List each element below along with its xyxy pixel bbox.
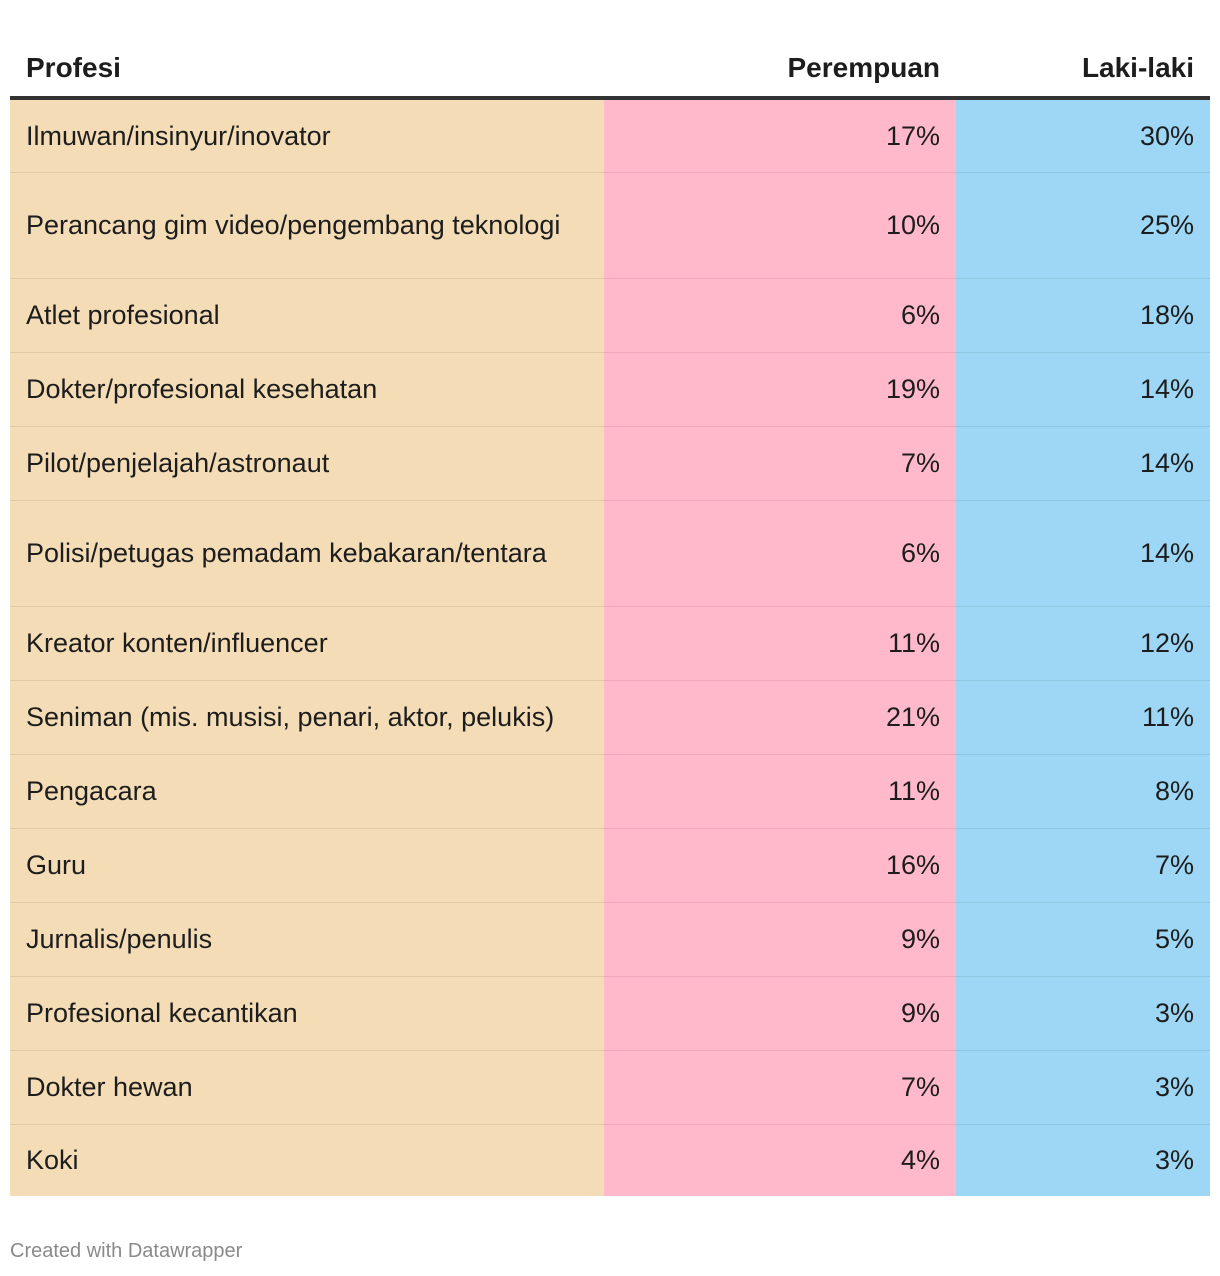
cell-laki-laki: 14% bbox=[956, 426, 1210, 500]
cell-profesi: Dokter/profesional kesehatan bbox=[10, 352, 604, 426]
cell-profesi: Pengacara bbox=[10, 754, 604, 828]
cell-perempuan: 9% bbox=[604, 902, 956, 976]
cell-perempuan: 4% bbox=[604, 1124, 956, 1196]
cell-laki-laki: 14% bbox=[956, 352, 1210, 426]
cell-laki-laki: 14% bbox=[956, 500, 1210, 606]
data-table bbox=[10, 40, 1210, 1196]
cell-laki-laki: 3% bbox=[956, 1124, 1210, 1196]
header-perempuan[interactable]: Perempuan bbox=[604, 40, 956, 98]
cell-laki-laki: 7% bbox=[956, 828, 1210, 902]
table-body bbox=[10, 98, 1210, 1196]
cell-profesi: Ilmuwan/insinyur/inovator bbox=[10, 98, 604, 172]
cell-profesi: Koki bbox=[10, 1124, 604, 1196]
cell-perempuan: 10% bbox=[604, 172, 956, 278]
header-laki-laki[interactable]: Laki-laki bbox=[956, 40, 1210, 98]
table-row bbox=[10, 754, 1210, 828]
cell-profesi: Perancang gim video/pengembang teknologi bbox=[10, 172, 604, 278]
cell-perempuan: 21% bbox=[604, 680, 956, 754]
datawrapper-credit: Created with Datawrapper bbox=[10, 1240, 243, 1262]
cell-perempuan: 11% bbox=[604, 606, 956, 680]
cell-profesi: Pilot/penjelajah/astronaut bbox=[10, 426, 604, 500]
cell-perempuan: 19% bbox=[604, 352, 956, 426]
cell-profesi: Kreator konten/influencer bbox=[10, 606, 604, 680]
cell-profesi: Profesional kecantikan bbox=[10, 976, 604, 1050]
cell-laki-laki: 5% bbox=[956, 902, 1210, 976]
cell-perempuan: 11% bbox=[604, 754, 956, 828]
table-row bbox=[10, 98, 1210, 172]
table-row bbox=[10, 172, 1210, 278]
cell-profesi: Dokter hewan bbox=[10, 1050, 604, 1124]
table-row bbox=[10, 352, 1210, 426]
header-profesi[interactable]: Profesi bbox=[10, 40, 604, 98]
cell-laki-laki: 18% bbox=[956, 278, 1210, 352]
cell-perempuan: 6% bbox=[604, 278, 956, 352]
cell-laki-laki: 11% bbox=[956, 680, 1210, 754]
cell-laki-laki: 12% bbox=[956, 606, 1210, 680]
cell-perempuan: 9% bbox=[604, 976, 956, 1050]
table-row bbox=[10, 976, 1210, 1050]
cell-profesi: Atlet profesional bbox=[10, 278, 604, 352]
cell-perempuan: 7% bbox=[604, 426, 956, 500]
table-row bbox=[10, 606, 1210, 680]
cell-profesi: Jurnalis/penulis bbox=[10, 902, 604, 976]
table-row bbox=[10, 426, 1210, 500]
cell-profesi: Seniman (mis. musisi, penari, aktor, pelukis) bbox=[10, 680, 604, 754]
table-row bbox=[10, 680, 1210, 754]
table-row bbox=[10, 902, 1210, 976]
table-row bbox=[10, 1050, 1210, 1124]
cell-laki-laki: 3% bbox=[956, 1050, 1210, 1124]
header-row bbox=[10, 40, 1210, 98]
table-row bbox=[10, 828, 1210, 902]
cell-laki-laki: 8% bbox=[956, 754, 1210, 828]
table-header bbox=[10, 40, 1210, 98]
cell-perempuan: 17% bbox=[604, 98, 956, 172]
cell-perempuan: 6% bbox=[604, 500, 956, 606]
data-table-container bbox=[10, 40, 1210, 1196]
cell-laki-laki: 30% bbox=[956, 98, 1210, 172]
cell-profesi: Polisi/petugas pemadam kebakaran/tentara bbox=[10, 500, 604, 606]
table-row bbox=[10, 278, 1210, 352]
cell-perempuan: 16% bbox=[604, 828, 956, 902]
cell-profesi: Guru bbox=[10, 828, 604, 902]
cell-perempuan: 7% bbox=[604, 1050, 956, 1124]
cell-laki-laki: 3% bbox=[956, 976, 1210, 1050]
table-row bbox=[10, 1124, 1210, 1196]
table-row bbox=[10, 500, 1210, 606]
cell-laki-laki: 25% bbox=[956, 172, 1210, 278]
